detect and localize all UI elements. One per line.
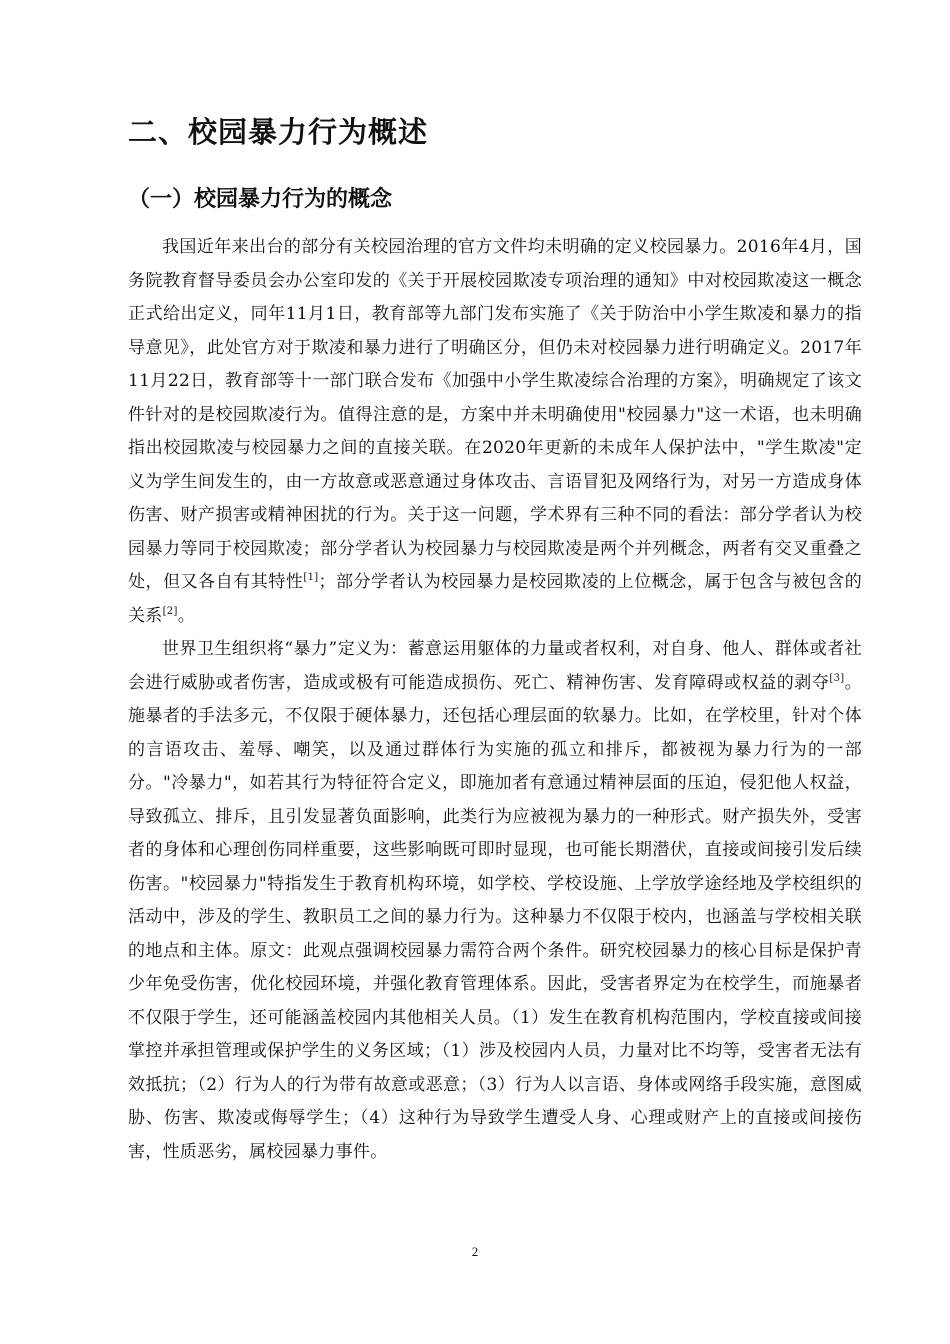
citation-ref: [2] [162,605,178,617]
citation-ref: [3] [829,672,845,684]
paragraph-text: ；部分学者认为校园暴力是校园欺凌的上位概念，属于包含与被包含的关系 [128,572,862,626]
paragraph-who-definition [128,633,862,1169]
paragraph-text: 。 [177,605,195,626]
page-number: 2 [471,1244,479,1259]
subsection-heading: （一）校园暴力行为的概念 [128,187,393,212]
section-heading: 二、校园暴力行为概述 [128,115,429,149]
citation-ref: [1] [303,572,319,583]
paragraph-text: 。施暴者的手法多元，不仅限于硬体暴力，还包括心理层面的软暴力。比如，在学校里，针对个体的言语攻击、羞辱、嘲笑，以及通过群体行为实施的孤立和排斥，都被视为暴力行为的一部分。"冷暴力"，如若其行为特征符合定义，即施加者有意通过精神层面的压迫，侵犯他人权益，导致孤立、排斥，且引发显著负面影响，此类行为应被视为暴力的一种形式。财产损失外，受害者的身体和心理创伤同样重要，这些影响既可即时显现，也可能长期潜伏，直接或间接引发后续伤害。"校园暴力"特指发生于教育机构环境，如学校、学校设施、上学放学途经地及学校组织的活动中，涉及的学生、教职员工之间的暴力行为。这种暴力不仅限于校内，也涵盖与学校相关联的地点和主体。原文：此观点强调校园暴力需符合两个条件。研究校园暴力的核心目标是保护青少年免受伤害，优化校园环境，并强化教育管理体系。因此，受害者界定为在校学生，而施暴者不仅限于学生，还可能涵盖校园内其他相关人员。（1）发生在教育机构范围内，学校直接或间接掌控并承担管理或保护学生的义务区域；（1）涉及校园内人员，力量对比不均等，受害者无法有效抵抗；（2）行为人的行为带有故意或恶意；（3）行为人以言语、身体或网络手段实施，意图威胁、伤害、欺凌或侮辱学生；（4）这种行为导致学生遭受人身、心理或财产上的直接或间接伤害，性质恶劣，属校园暴力事件。 [128,672,862,1162]
body-text [128,231,862,1169]
paragraph-text: 我国近年来出台的部分有关校园治理的官方文件均未明确的定义校园暴力。2016年4月，国务院教育督导委员会办公室印发的《关于开展校园欺凌专项治理的通知》中对校园欺凌这一概念正式给出定义，同年11月1日，教育部等九部门发布实施了《关于防治中小学生欺凌和暴力的指导意见》，此处官方对于欺凌和暴力进行了明确区分，但仍未对校园暴力进行明确定义。2017年11月22日，教育部等十一部门联合发布《加强中小学生欺凌综合治理的方案》，明确规定了该文件针对的是校园欺凌行为。值得注意的是，方案中并未明确使用"校园暴力"这一术语，也未明确指出校园欺凌与校园暴力之间的直接关联。在2020年更新的未成年人保护法中，"学生欺凌"定义为学生间发生的，由一方故意或恶意通过身体攻击、言语冒犯及网络行为，对另一方造成身体伤害、财产损害或精神困扰的行为。关于这一问题，学术界有三种不同的看法：部分学者认为校园暴力等同于校园欺凌；部分学者认为校园暴力与校园欺凌是两个并列概念，两者有交叉重叠之处，但又各自有其特性 [128,237,862,592]
paragraph-definition-context [128,231,862,633]
paragraph-text: 世界卫生组织将“暴力”定义为：蓄意运用躯体的力量或者权利，对自身、他人、群体或者社会进行威胁或者伤害，造成或极有可能造成损伤、死亡、精神伤害、发育障碍或权益的剥夺 [128,639,862,693]
